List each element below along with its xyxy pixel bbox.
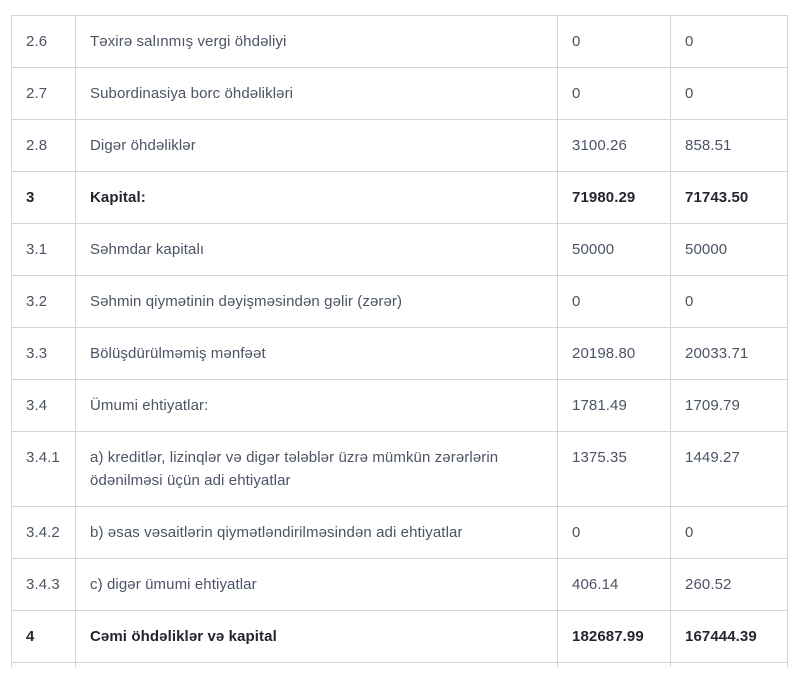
row-number: 3.1 bbox=[12, 224, 76, 276]
row-value-2: 1449.27 bbox=[671, 432, 788, 507]
row-value-1: 0 bbox=[558, 68, 671, 120]
row-number: 3.4.2 bbox=[12, 507, 76, 559]
row-number: 2.8 bbox=[12, 120, 76, 172]
row-value-2: 50000 bbox=[671, 224, 788, 276]
row-label: c) digər ümumi ehtiyatlar bbox=[76, 559, 558, 611]
table-row bbox=[12, 16, 788, 68]
row-value-1: 71980.29 bbox=[558, 172, 671, 224]
row-value-1: 20198.80 bbox=[558, 328, 671, 380]
partial-cell bbox=[12, 663, 76, 668]
row-number: 3.4.1 bbox=[12, 432, 76, 507]
row-value-1: 182687.99 bbox=[558, 611, 671, 663]
table-row bbox=[12, 432, 788, 507]
row-label: Ümumi ehtiyatlar: bbox=[76, 380, 558, 432]
table-row bbox=[12, 224, 788, 276]
row-number: 3.2 bbox=[12, 276, 76, 328]
table-row bbox=[12, 68, 788, 120]
table-row bbox=[12, 120, 788, 172]
row-value-1: 0 bbox=[558, 507, 671, 559]
row-value-2: 858.51 bbox=[671, 120, 788, 172]
row-number: 3 bbox=[12, 172, 76, 224]
row-value-2: 0 bbox=[671, 68, 788, 120]
row-label: Kapital: bbox=[76, 172, 558, 224]
row-value-1: 3100.26 bbox=[558, 120, 671, 172]
row-label: Digər öhdəliklər bbox=[76, 120, 558, 172]
table-row-partial bbox=[12, 663, 788, 668]
row-value-2: 0 bbox=[671, 507, 788, 559]
row-label: Bölüşdürülməmiş mənfəət bbox=[76, 328, 558, 380]
row-number: 2.6 bbox=[12, 16, 76, 68]
table-row-grand-total bbox=[12, 611, 788, 663]
table-row bbox=[12, 276, 788, 328]
table-row bbox=[12, 559, 788, 611]
table-row bbox=[12, 328, 788, 380]
row-value-2: 260.52 bbox=[671, 559, 788, 611]
row-value-2: 1709.79 bbox=[671, 380, 788, 432]
row-number: 3.4 bbox=[12, 380, 76, 432]
row-number: 2.7 bbox=[12, 68, 76, 120]
partial-cell bbox=[558, 663, 671, 668]
row-value-1: 50000 bbox=[558, 224, 671, 276]
row-value-1: 406.14 bbox=[558, 559, 671, 611]
row-label: b) əsas vəsaitlərin qiymətləndirilməsindən adi ehtiyatlar bbox=[76, 507, 558, 559]
row-value-2: 0 bbox=[671, 16, 788, 68]
row-value-2: 71743.50 bbox=[671, 172, 788, 224]
partial-cell bbox=[76, 663, 558, 668]
partial-cell bbox=[671, 663, 788, 668]
row-label: Subordinasiya borc öhdəlikləri bbox=[76, 68, 558, 120]
row-label: a) kreditlər, lizinqlər və digər tələblər üzrə mümkün zərərlərin ödənilməsi üçün adi ehtiyatlar bbox=[76, 432, 558, 507]
row-label: Təxirə salınmış vergi öhdəliyi bbox=[76, 16, 558, 68]
table-row bbox=[12, 380, 788, 432]
row-number: 3.3 bbox=[12, 328, 76, 380]
row-label: Cəmi öhdəliklər və kapital bbox=[76, 611, 558, 663]
row-value-1: 1375.35 bbox=[558, 432, 671, 507]
row-number: 3.4.3 bbox=[12, 559, 76, 611]
financial-table-container bbox=[11, 15, 789, 667]
row-value-1: 0 bbox=[558, 276, 671, 328]
row-value-2: 0 bbox=[671, 276, 788, 328]
financial-table bbox=[11, 15, 788, 667]
row-label: Səhmdar kapitalı bbox=[76, 224, 558, 276]
row-value-1: 0 bbox=[558, 16, 671, 68]
row-value-1: 1781.49 bbox=[558, 380, 671, 432]
row-value-2: 167444.39 bbox=[671, 611, 788, 663]
row-label: Səhmin qiymətinin dəyişməsindən gəlir (zərər) bbox=[76, 276, 558, 328]
row-number: 4 bbox=[12, 611, 76, 663]
table-row-total-capital bbox=[12, 172, 788, 224]
table-row bbox=[12, 507, 788, 559]
row-value-2: 20033.71 bbox=[671, 328, 788, 380]
